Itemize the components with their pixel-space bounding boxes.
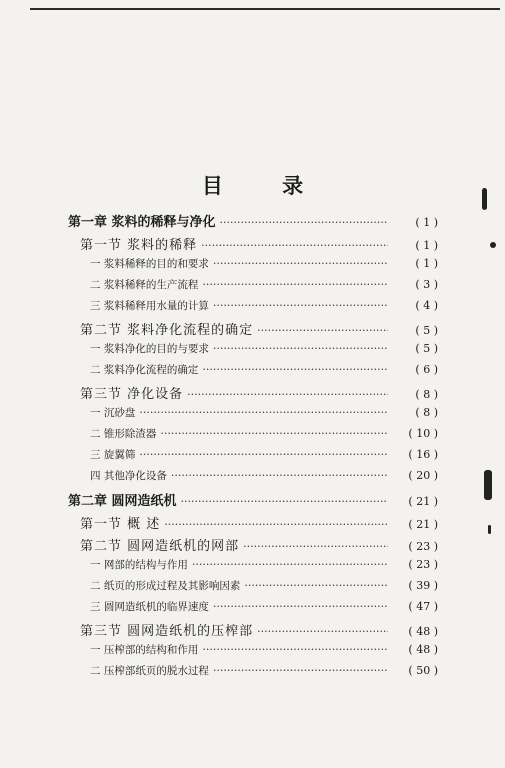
dot-leader	[220, 216, 388, 229]
page-title: 目 录	[201, 173, 330, 198]
toc-entry-title: 第一节 浆料的稀释	[80, 238, 198, 253]
toc-entry-page: ( 1 )	[392, 257, 438, 270]
top-rule	[30, 8, 500, 10]
toc-entry-title: 第二章 圆网造纸机	[68, 494, 177, 509]
toc-entry-title: 第三节 圆网造纸机的压榨部	[80, 624, 254, 639]
toc-item	[68, 642, 438, 663]
dot-leader	[171, 469, 388, 482]
toc-chapter	[68, 489, 438, 513]
toc-entry-page: ( 23 )	[392, 540, 438, 553]
toc-entry-title: 一 浆料稀释的目的和要求	[90, 258, 209, 270]
toc-entry-title: 第二节 浆料净化流程的确定	[80, 323, 254, 338]
toc-item	[68, 256, 438, 277]
toc-entry-page: ( 21 )	[392, 518, 438, 531]
toc-entry-title: 二 锥形除渣器	[90, 428, 157, 440]
toc-entry-title: 一 浆料净化的目的与要求	[90, 343, 209, 355]
toc-entry-title: 四 其他净化设备	[90, 470, 167, 482]
toc-entry-title: 第三节 净化设备	[80, 387, 184, 402]
dot-leader	[213, 342, 388, 355]
toc-entry-page: ( 47 )	[392, 600, 438, 613]
toc-entry-page: ( 48 )	[392, 625, 438, 638]
dot-leader	[201, 239, 388, 252]
dot-leader	[187, 388, 388, 401]
toc-entry-page: ( 8 )	[392, 388, 438, 401]
toc-section	[68, 620, 438, 642]
dot-leader	[244, 579, 388, 592]
toc-section	[68, 383, 438, 405]
toc-entry-page: ( 5 )	[392, 324, 438, 337]
dot-leader	[213, 257, 388, 270]
dot-leader	[202, 363, 388, 376]
toc-entry-page: ( 20 )	[392, 469, 438, 482]
toc-entry-title: 一 沉砂盘	[90, 407, 136, 419]
dot-leader	[257, 625, 388, 638]
dot-leader	[243, 540, 388, 553]
toc-entry-title: 第一节 概 述	[80, 517, 161, 532]
toc-entry-page: ( 23 )	[392, 558, 438, 571]
toc-section	[68, 319, 438, 341]
toc-item	[68, 447, 438, 468]
dot-leader	[213, 600, 388, 613]
dot-leader	[213, 664, 388, 677]
toc-entry-title: 三 浆料稀释用水量的计算	[90, 300, 209, 312]
dot-leader	[213, 299, 388, 312]
toc-entry-page: ( 3 )	[392, 278, 438, 291]
toc-entry-title: 一 网部的结构与作用	[90, 559, 188, 571]
toc-item	[68, 426, 438, 447]
toc-item	[68, 663, 438, 684]
toc-entry-page: ( 21 )	[392, 495, 438, 508]
toc-section	[68, 513, 438, 535]
toc-entry-title: 第二节 圆网造纸机的网部	[80, 539, 240, 554]
toc-entry-title: 一 压榨部的结构和作用	[90, 644, 199, 656]
toc-entry-page: ( 1 )	[392, 239, 438, 252]
toc-entry-title: 二 浆料稀释的生产流程	[90, 279, 199, 291]
toc-entry-page: ( 10 )	[392, 427, 438, 440]
toc-item	[68, 298, 438, 319]
toc-entry-page: ( 39 )	[392, 579, 438, 592]
dot-leader	[139, 448, 388, 461]
toc-entry-page: ( 48 )	[392, 643, 438, 656]
toc-entry-title: 二 压榨部纸页的脱水过程	[90, 665, 209, 677]
toc-entry-title: 三 圆网造纸机的临界速度	[90, 601, 209, 613]
toc-entry-page: ( 16 )	[392, 448, 438, 461]
dot-leader	[202, 643, 388, 656]
toc-entry-title: 二 浆料净化流程的确定	[90, 364, 199, 376]
toc-entry-page: ( 50 )	[392, 664, 438, 677]
toc-entry-page: ( 8 )	[392, 406, 438, 419]
dot-leader	[160, 427, 388, 440]
toc-entry-page: ( 5 )	[392, 342, 438, 355]
toc-item	[68, 277, 438, 298]
toc-item	[68, 599, 438, 620]
toc-item	[68, 341, 438, 362]
toc-section	[68, 535, 438, 557]
toc-item	[68, 578, 438, 599]
toc-section	[68, 234, 438, 256]
toc-entry-page: ( 4 )	[392, 299, 438, 312]
toc-item	[68, 362, 438, 383]
toc-entry-page: ( 6 )	[392, 363, 438, 376]
toc-item	[68, 405, 438, 426]
toc-entry-title: 三 旋翼筛	[90, 449, 136, 461]
dot-leader	[164, 518, 388, 531]
toc-item	[68, 557, 438, 578]
dot-leader	[181, 495, 388, 508]
toc-entry-title: 第一章 浆料的稀释与净化	[68, 215, 216, 230]
scan-specks	[470, 180, 500, 560]
toc-entry-title: 二 纸页的形成过程及其影响因素	[90, 580, 241, 592]
toc-entry-page: ( 1 )	[392, 216, 438, 229]
dot-leader	[202, 278, 388, 291]
dot-leader	[257, 324, 388, 337]
toc-item	[68, 468, 438, 489]
dot-leader	[139, 406, 388, 419]
table-of-contents	[68, 210, 438, 684]
toc-chapter	[68, 210, 438, 234]
dot-leader	[192, 558, 388, 571]
